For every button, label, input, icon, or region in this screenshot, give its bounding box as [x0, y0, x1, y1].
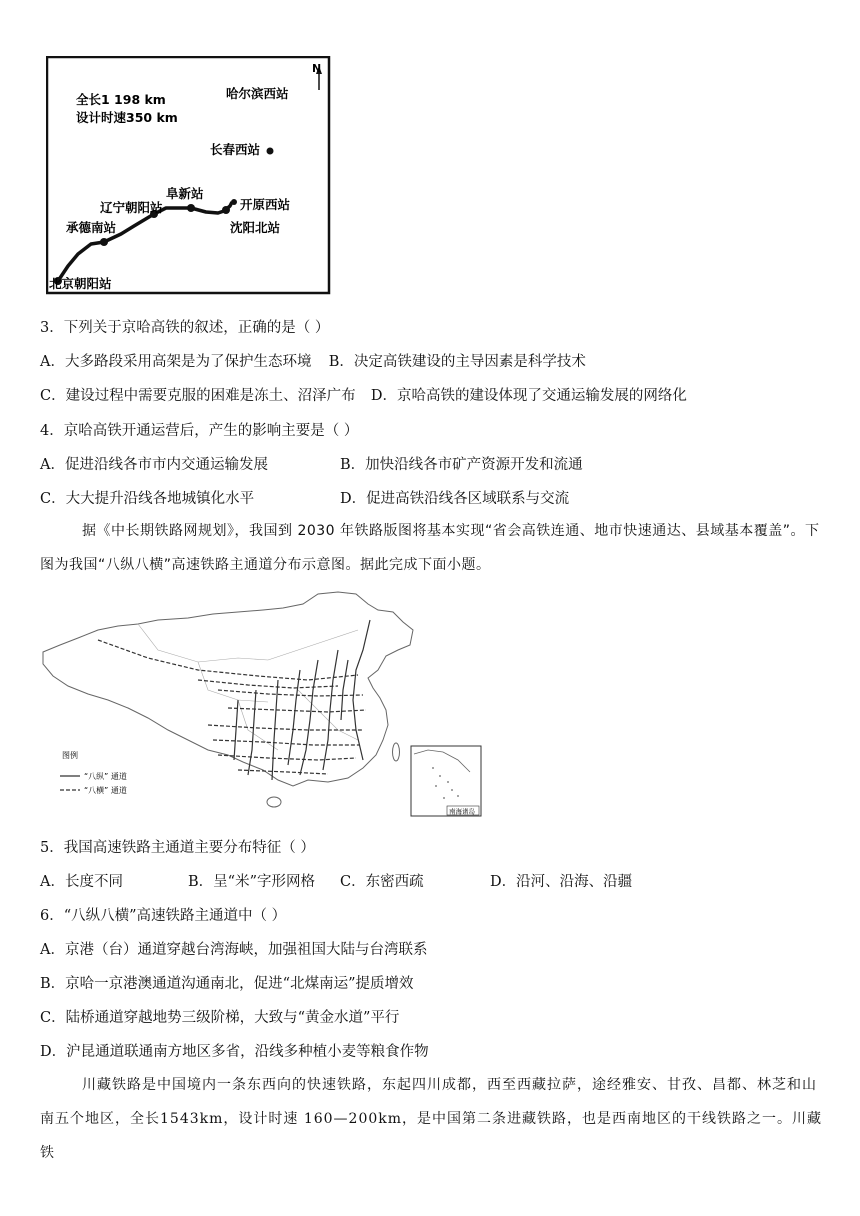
q3-stem: 3．下列关于京哈高铁的叙述，正确的是（ ） [40, 320, 330, 336]
station-beijing-chaoyang: 北京朝阳站 [49, 276, 112, 291]
china-outline [43, 592, 413, 786]
station-dot-changchun [267, 148, 274, 155]
intro-paragraph: 据《中长期铁路网规划》，我国到 2030 年铁路版图将基本实现“省会高铁连通、地市快速通达、县域基本覆盖”。下图为我国“八纵八横”高速铁路主通道分布示意图。据此完成下面小题。 [40, 523, 820, 573]
q3-option-c: C．建设过程中需要克服的困难是冻土、沼泽广布 [40, 388, 356, 404]
q5-option-c: C．东密西疏 [340, 874, 424, 890]
station-chengde-south: 承德南站 [66, 220, 117, 235]
station-harbin-west: 哈尔滨西站 [226, 86, 289, 101]
station-fuxin: 阜新站 [166, 186, 204, 201]
north-label: N [312, 62, 322, 75]
q4-option-d: D．促进高铁沿线各区域联系与交流 [340, 491, 570, 507]
jingha-rail-map [46, 56, 332, 296]
length-text: 全长1 198 km [76, 92, 166, 107]
q5-option-d: D．沿河、沿海、沿疆 [490, 874, 633, 890]
q3-options-row2 [40, 386, 687, 406]
inset-frame [411, 746, 481, 816]
q5-stem: 5．我国高速铁路主通道主要分布特征（ ） [40, 840, 315, 856]
china-rail-map [38, 590, 488, 820]
q3-option-b: B．决定高铁建设的主导因素是科学技术 [328, 354, 586, 370]
q3-option-d: D．京哈高铁的建设体现了交通运输发展的网络化 [370, 388, 687, 404]
q6-option-b: B．京哈一京港澳通道沟通南北，促进“北煤南运”提质增效 [40, 976, 414, 992]
hainan-island [267, 797, 281, 807]
legend-vertical-label: “八纵” 通道 [84, 772, 127, 781]
q4-option-b: B．加快沿线各市矿产资源开发和流通 [340, 457, 583, 473]
q6-option-d: D．沪昆通道联通南方地区多省，沿线多种植小麦等粮食作物 [40, 1044, 429, 1060]
q4-option-c: C．大大提升沿线各地城镇化水平 [40, 491, 255, 507]
q5-option-b: B．呈“米”字形网格 [188, 874, 315, 890]
inset-label: 南海诸岛 [449, 807, 475, 816]
station-dot-shenyang [222, 206, 230, 214]
q6-stem: 6．“八纵八横”高速铁路主通道中（ ） [40, 908, 287, 924]
station-shenyang-north: 沈阳北站 [230, 220, 281, 235]
taiwan-island [393, 743, 400, 761]
legend-horizontal-label: “八横” 通道 [84, 786, 127, 795]
q3-options-row1 [40, 352, 586, 372]
speed-text: 设计时速350 km [76, 110, 178, 125]
station-dot-chengde [100, 238, 108, 246]
station-liaoning-chaoyang: 辽宁朝阳站 [100, 200, 163, 215]
q4-option-a: A．促进沿线各市市内交通运输发展 [40, 457, 268, 473]
vertical-channels [234, 620, 370, 780]
q4-stem: 4．京哈高铁开通运营后，产生的影响主要是（ ） [40, 423, 359, 439]
station-dot-fuxin [187, 204, 195, 212]
station-dot-kaiyuan [231, 199, 237, 205]
q3-option-a: A．大多路段采用高架是为了保护生态环境 [40, 354, 312, 370]
q5-option-a: A．长度不同 [40, 874, 123, 890]
legend-title: 图例 [62, 751, 78, 760]
q6-option-a: A．京港（台）通道穿越台湾海峡，加强祖国大陆与台湾联系 [40, 942, 428, 958]
q6-option-c: C．陆桥通道穿越地势三级阶梯，大致与“黄金水道”平行 [40, 1010, 400, 1026]
station-kaiyuan-west: 开原西站 [240, 197, 291, 212]
closing-paragraph: 川藏铁路是中国境内一条东西向的快速铁路，东起四川成都，西至西藏拉萨，途经雅安、甘孜、昌都、林芝和山南五个地区，全长1543km，设计时速 160—200km，是中国第二条进藏铁路，也是西南地区的干线铁路之一。川藏铁 [40, 1077, 823, 1161]
station-changchun-west: 长春西站 [210, 142, 261, 157]
